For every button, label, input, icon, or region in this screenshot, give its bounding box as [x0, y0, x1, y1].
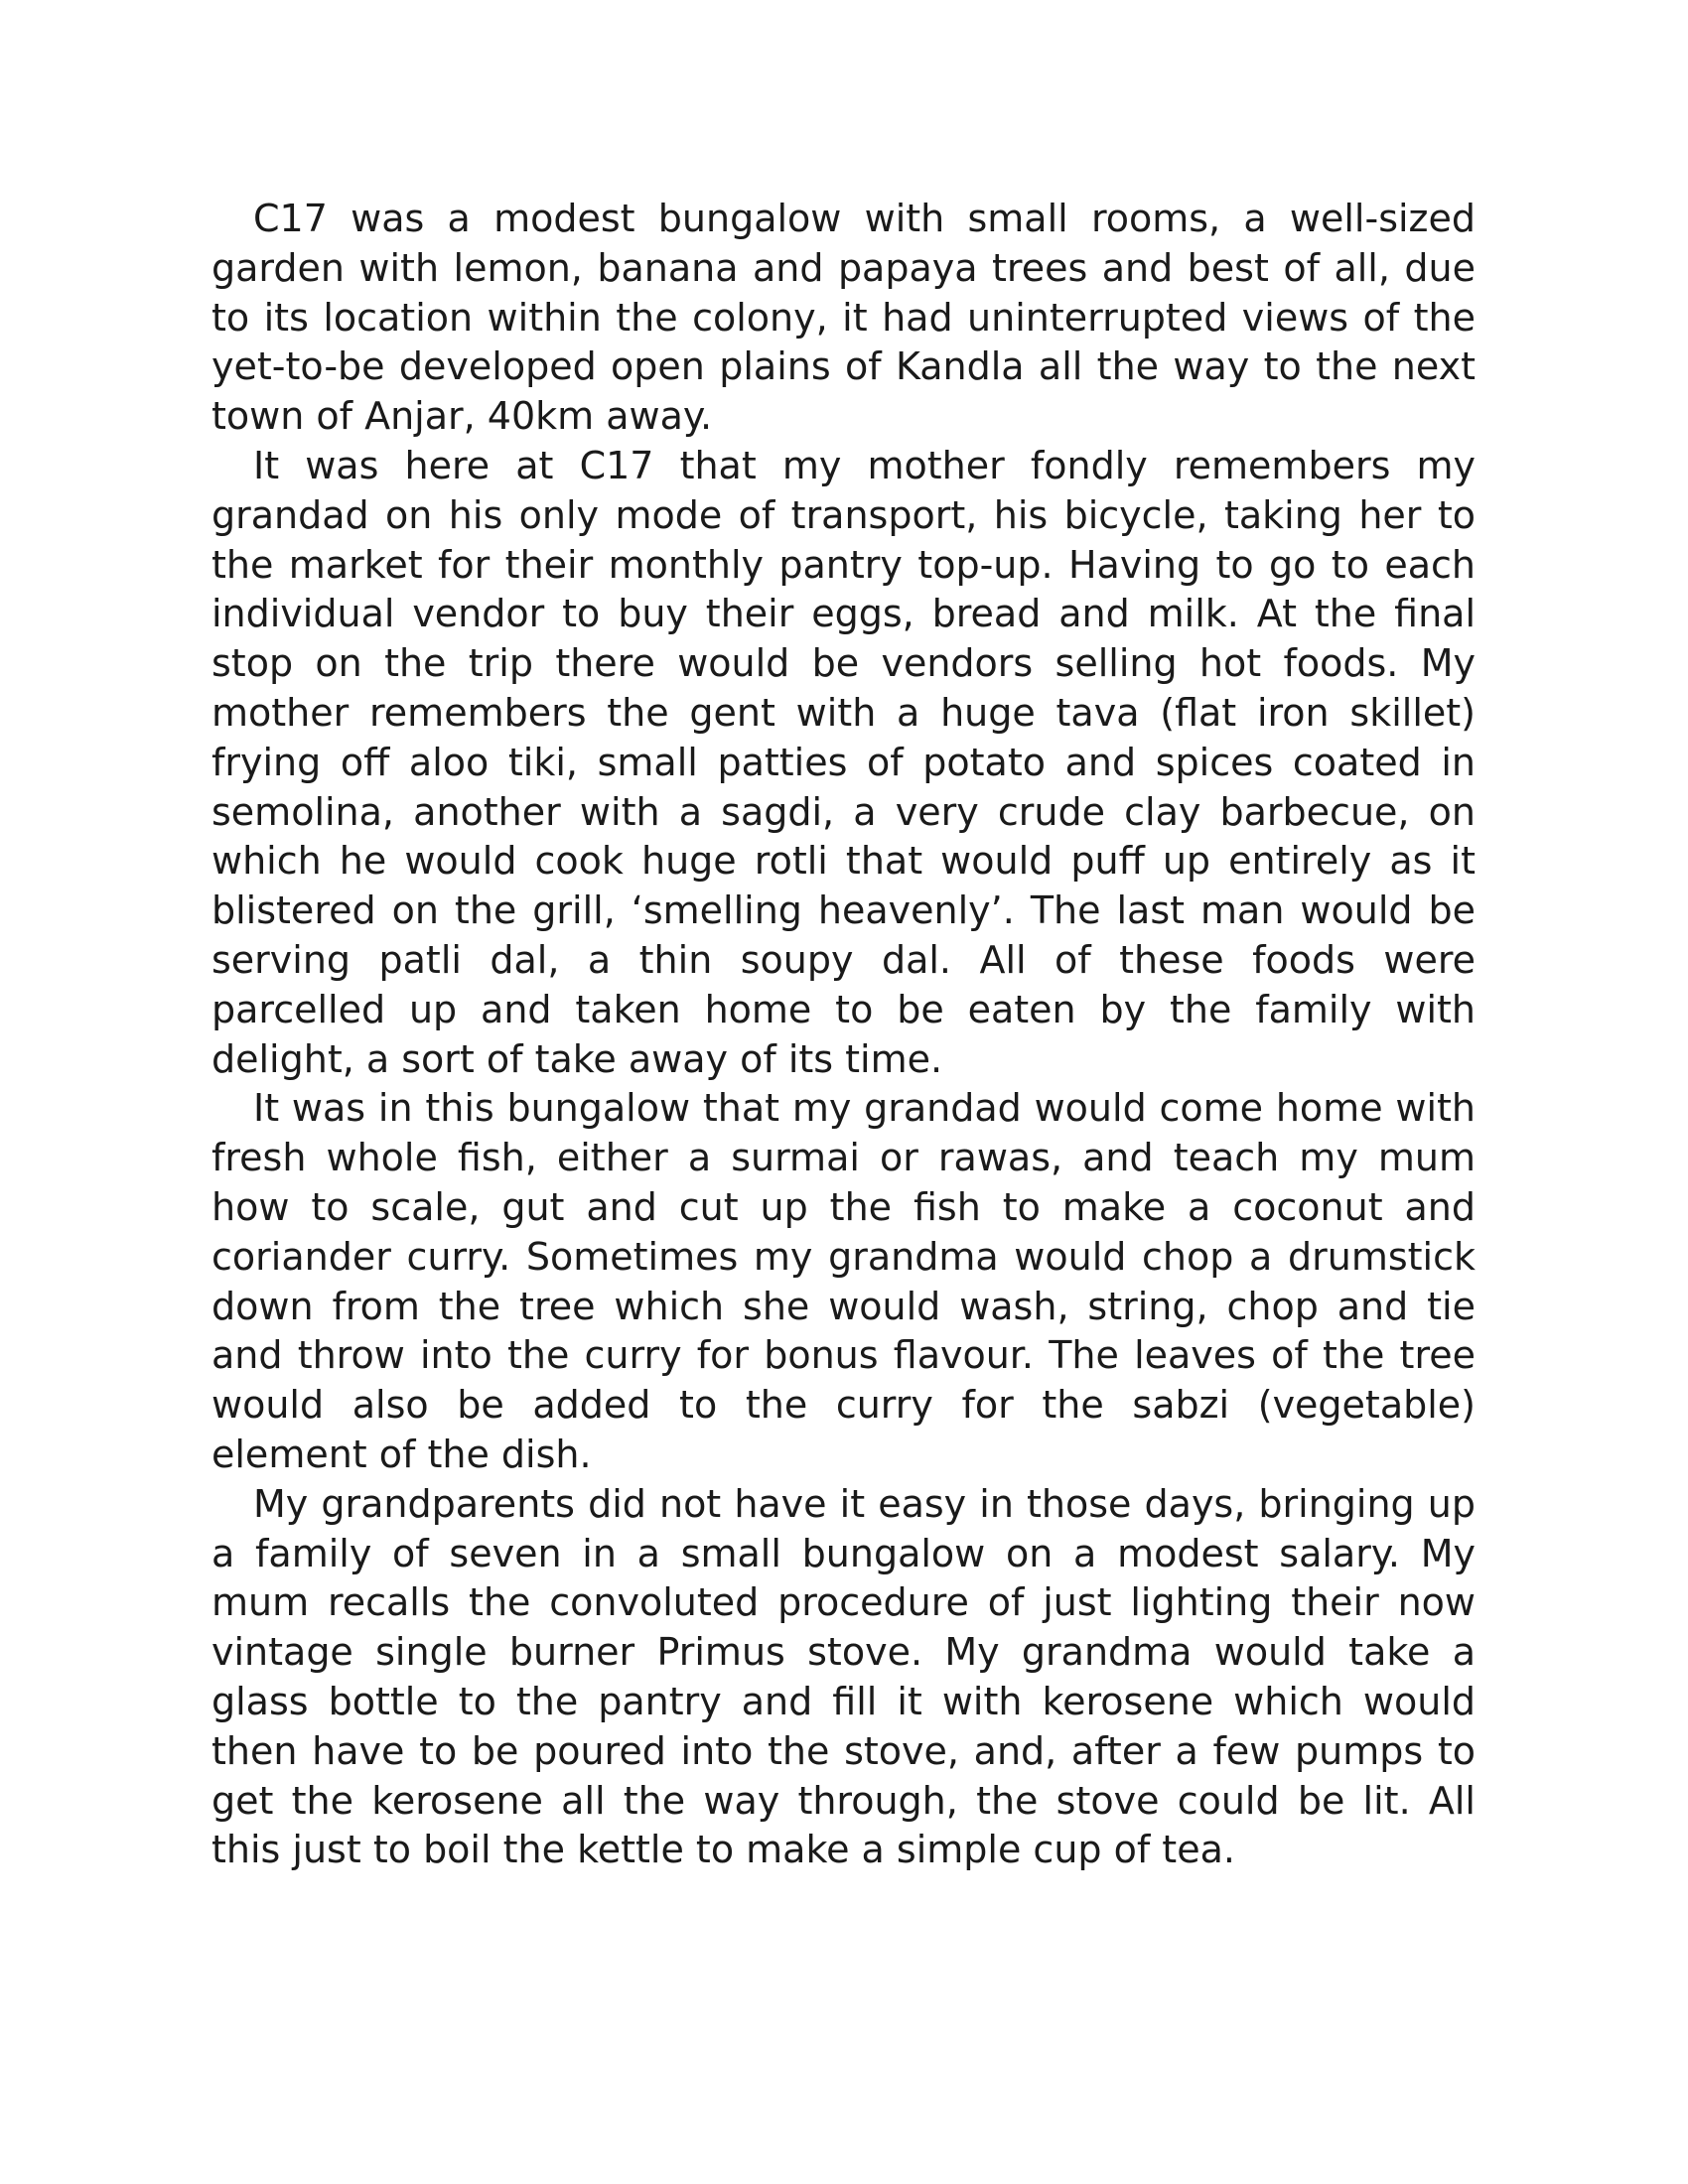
body-text [211, 195, 1476, 1875]
paragraph-2: It was here at C17 that my mother fondly remembers my grandad on his only mode of transport, his bicycle, taking her to the market for their monthly pantry top-up. Having to go to each individual vendor to buy their eggs, bread and milk. At the final stop on the trip there would be vendors selling hot foods. My mother remembers the gent with a huge tava (flat iron skillet) frying off aloo tiki, small patties of potato and spices coated in semolina, another with a sagdi, a very crude clay barbecue, on which he would cook huge rotli that would puff up entirely as it blistered on the grill, ‘smelling heavenly’. The last man would be serving patli dal, a thin soupy dal. All of these foods were parcelled up and taken home to be eaten by the family with delight, a sort of take away of its time. [211, 443, 1476, 1081]
paragraph-1: C17 was a modest bungalow with small rooms, a well-sized garden with lemon, banana and papaya trees and best of all, due to its location within the colony, it had uninterrupted views of the yet-to-be developed open plains of Kandla all the way to the next town of Anjar, 40km away. [211, 197, 1476, 439]
paragraph-3: It was in this bungalow that my grandad would come home with fresh whole fish, either a surmai or rawas, and teach my mum how to scale, gut and cut up the fish to make a coconut and coriander curry. Sometimes my grandma would chop a drumstick down from the tree which she would wash, string, chop and tie and throw into the curry for bonus flavour. The leaves of the tree would also be added to the curry for the sabzi (vegetable) element of the dish. [211, 1086, 1476, 1476]
paragraph-4: My grandparents did not have it easy in those days, bringing up a family of seven in a small bungalow on a modest salary. My mum recalls the convoluted procedure of just lighting their now vintage single burner Primus stove. My grandma would take a glass bottle to the pantry and fill it with kerosene which would then have to be poured into the stove, and, after a few pumps to get the kerosene all the way through, the stove could be lit. All this just to boil the kettle to make a simple cup of tea. [211, 1481, 1476, 1872]
